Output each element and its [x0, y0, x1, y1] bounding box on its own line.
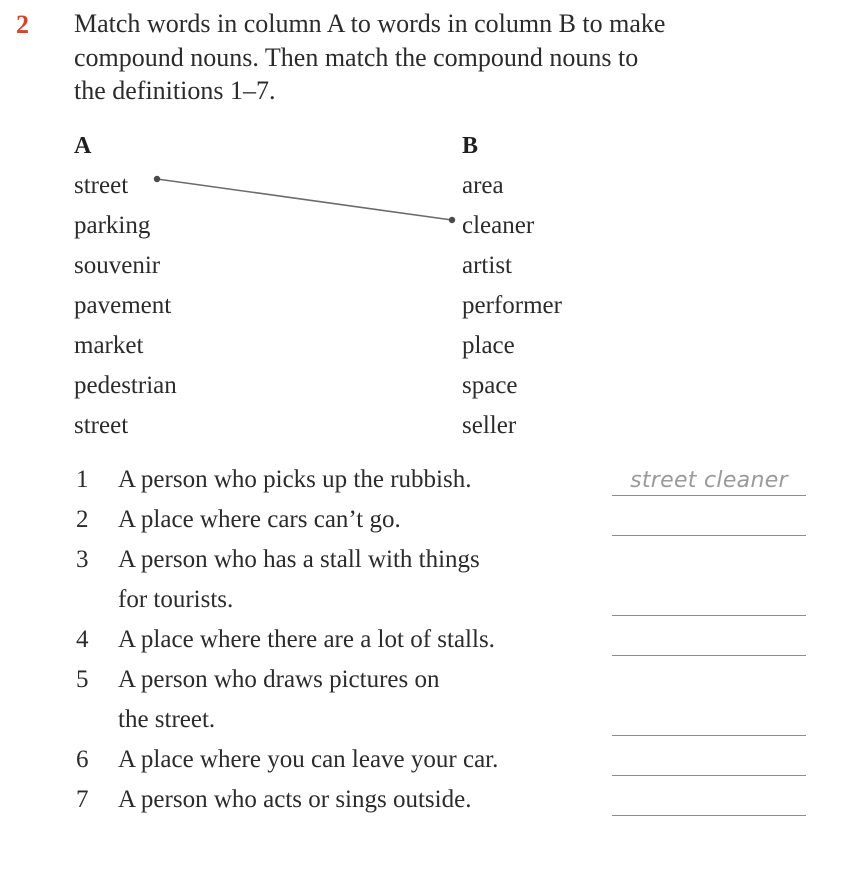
column-a-heading: A	[74, 133, 92, 159]
definition-row	[0, 660, 842, 740]
definition-line: the street.	[118, 706, 216, 733]
definition-text	[118, 740, 588, 780]
answer-blank[interactable]	[612, 500, 806, 540]
column-b-word[interactable]: place	[462, 332, 515, 359]
column-a-word[interactable]: street	[74, 172, 129, 199]
answer-rule	[612, 815, 806, 816]
definition-number: 4	[76, 626, 89, 653]
answer-blank[interactable]	[612, 620, 806, 660]
column-b-heading: B	[462, 133, 479, 159]
answer-blank[interactable]	[612, 700, 806, 740]
answer-blank[interactable]	[612, 780, 806, 820]
definition-line: A place where you can leave your car.	[118, 746, 499, 773]
answer-rule	[612, 495, 806, 496]
definition-line: for tourists.	[118, 586, 234, 613]
column-a-word[interactable]: market	[74, 332, 144, 359]
answer-blank[interactable]	[612, 580, 806, 620]
column-b-word[interactable]: space	[462, 372, 518, 399]
definition-text	[118, 660, 588, 740]
column-a-word[interactable]: parking	[74, 212, 151, 239]
instruction-line: compound nouns. Then match the compound nouns to	[74, 42, 639, 72]
exercise-instructions	[74, 7, 784, 108]
definition-number: 6	[76, 746, 89, 773]
column-b-word[interactable]: cleaner	[462, 212, 535, 239]
definition-number: 3	[76, 546, 89, 573]
definitions-list	[0, 460, 842, 820]
column-a-word[interactable]: pedestrian	[74, 372, 177, 399]
word-columns	[0, 126, 842, 446]
answer-blank[interactable]	[612, 740, 806, 780]
column-b-word[interactable]: performer	[462, 292, 562, 319]
column-a	[74, 126, 177, 446]
definition-number: 5	[76, 666, 89, 693]
definition-line: A place where cars can’t go.	[118, 506, 401, 533]
definition-text	[118, 540, 588, 620]
answer-handwriting: street cleaner	[630, 468, 788, 493]
column-a-word[interactable]: pavement	[74, 292, 172, 319]
definition-line: A person who has a stall with things	[118, 546, 480, 573]
definition-number: 1	[76, 466, 89, 493]
answer-rule	[612, 615, 806, 616]
definition-line: A person who draws pictures on	[118, 666, 440, 693]
answer-rule	[612, 655, 806, 656]
answer-rule	[612, 775, 806, 776]
answer-blank[interactable]	[612, 460, 806, 500]
column-a-word[interactable]: souvenir	[74, 252, 161, 279]
answer-rule	[612, 735, 806, 736]
column-b-word[interactable]: seller	[462, 412, 517, 439]
definition-row	[0, 460, 842, 500]
instruction-line: Match words in column A to words in column B to make	[74, 9, 666, 38]
definition-number: 7	[76, 786, 89, 813]
column-a-word[interactable]: street	[74, 412, 129, 439]
definition-row	[0, 540, 842, 620]
definition-text	[118, 620, 588, 660]
definition-line: A person who acts or sings outside.	[118, 786, 472, 813]
exercise-number: 2	[16, 10, 29, 39]
definition-text	[118, 780, 588, 820]
definition-row	[0, 620, 842, 660]
definition-number: 2	[76, 506, 89, 533]
definition-line: A place where there are a lot of stalls.	[118, 626, 495, 653]
definition-row	[0, 740, 842, 780]
definition-line: A person who picks up the rubbish.	[118, 466, 472, 493]
definition-text	[118, 460, 588, 500]
instruction-line: the definitions 1–7.	[74, 76, 276, 105]
column-b	[462, 126, 562, 446]
definition-row	[0, 780, 842, 820]
column-b-word[interactable]: artist	[462, 252, 512, 279]
definition-row	[0, 500, 842, 540]
definition-text	[118, 500, 588, 540]
answer-rule	[612, 535, 806, 536]
column-b-word[interactable]: area	[462, 172, 504, 199]
